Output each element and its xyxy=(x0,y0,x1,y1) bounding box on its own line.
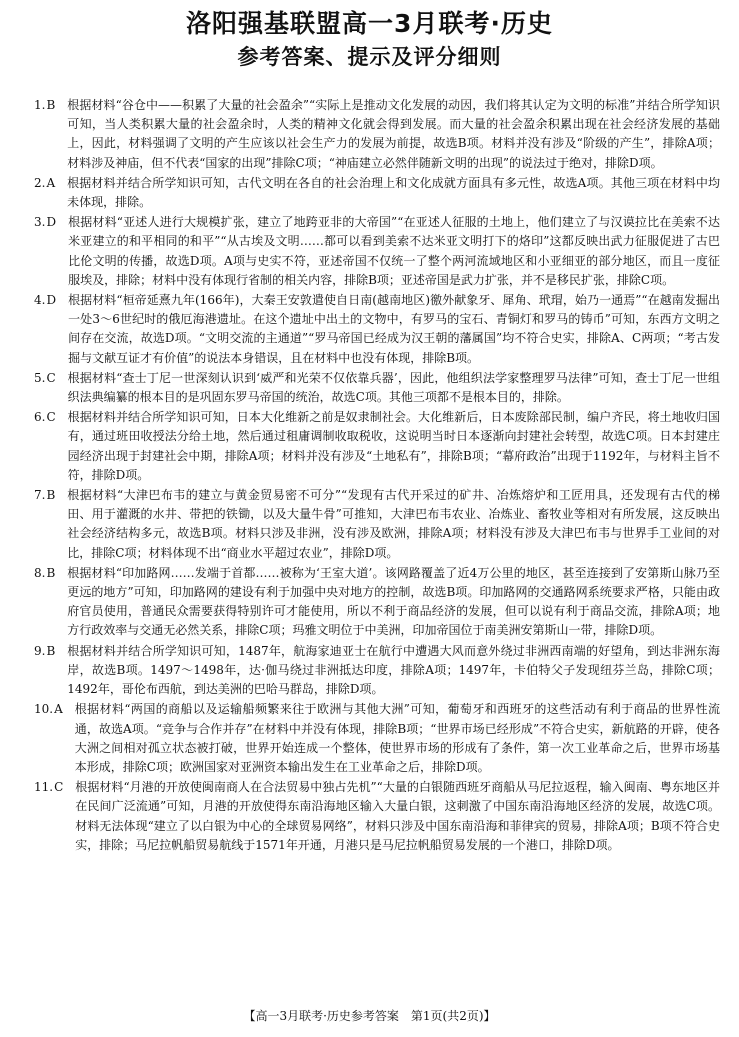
answer-letter: A xyxy=(46,175,56,190)
answer-item xyxy=(34,213,720,290)
answer-explanation: 根据材料并结合所学知识可知，日本大化维新之前是奴隶制社会。大化维新后，日本废除部民制，编户齐民，将土地收归国有，通过班田收授法分给土地，然后通过租庸调制收取税收，这说明当时日本逐渐向封建社会转型，故选C项。日本封建庄园经济出现于封建社会中期，排除A项；材料并没有涉及“土地私有”，排除B项；“幕府政治”出现于1192年，与材料主旨不符，排除D项。 xyxy=(67,410,720,482)
question-number: 6. xyxy=(34,410,46,425)
answer-letter: B xyxy=(46,565,56,580)
answer-letter: D xyxy=(46,293,57,308)
answer-explanation: 根据材料“查士丁尼一世深刻认识到‘威严和光荣不仅依靠兵器’，因此，他组织法学家整理罗马法律”可知，查士丁尼一世组织法典编纂的根本目的是巩固东罗马帝国的统治，故选C项。其他三项都不是根本目的，排除。 xyxy=(67,370,720,405)
answer-letter: B xyxy=(46,488,56,503)
answer-explanation: 根据材料“月港的开放使闽南商人在合法贸易中独占先机”“大量的白银随西班牙商船从马尼拉返程，输入闽南、粤东地区并在民间广泛流通”可知，月港的开放使得东南沿海地区输入大量白银，这刺激了中国东南沿海地区经济的发展，故选C项。材料无法体现“建立了以白银为中心的全球贸易网络”，材料只涉及中国东南沿海和菲律宾的贸易，排除A项；B项不符合史实，排除；马尼拉帆船贸易航线于1571年开通，月港只是马尼拉帆船贸易发展的一个港口，排除D项。 xyxy=(75,780,720,852)
answer-explanation: 根据材料“亚述人进行大规模扩张，建立了地跨亚非的大帝国”“在亚述人征服的土地上，他们建立了与汉谟拉比在美索不达米亚建立的和平相同的和平”“从古埃及文明……都可以看到美索不达米亚文明打下的烙印”这都反映出武力征服促进了古巴比伦文明的传播，故选D项。A项与史实不符，亚述帝国不仅统一了整个两河流域地区和小亚细亚的部分地区，而且一度征服埃及，排除；材料中没有体现行省制的相关内容，排除B项；亚述帝国是武力扩张，并不是移民扩张，排除C项。 xyxy=(68,215,720,287)
page-subtitle: 参考答案、提示及评分细则 xyxy=(237,45,502,69)
question-number: 5. xyxy=(34,370,46,385)
question-number: 11. xyxy=(34,780,54,795)
answer-explanation: 根据材料“谷仓中——积累了大量的社会盈余”“实际上是推动文化发展的动因，我们将其认定为文明的标准”并结合所学知识可知，当人类积累大量的社会盈余时，人类的精神文化就会得到发展。而大量的社会盈余积累出现在社会经济发展的基础上，因此，材料强调了文明的产生应该以社会生产力的发展为前提，故选B项。材料并没有涉及“阶级的产生”，排除A项；材料涉及神庙，但不代表“国家的出现”排除C项；“神庙建立必然伴随新文明的出现”的说法过于绝对，排除D项。 xyxy=(67,98,720,170)
answer-letter: A xyxy=(54,702,63,717)
answer-letter: C xyxy=(46,370,56,385)
answer-item xyxy=(34,564,720,641)
answer-item xyxy=(34,486,720,563)
answer-explanation: 根据材料“桓帝延熹九年(166年)，大秦王安敦遣使自日南(越南地区)徼外献象牙、犀角、玳瑁，始乃一通焉”“在越南发掘出一处3～6世纪时的俄厄海港遗址。在这个遗址中出土的文物中，有罗马的宝石、青铜灯和罗马的铸币”可知，东西方文明之间存在交流，故选D项。“文明交流的主通道”“罗马帝国已经成为汉王朝的藩属国”均不符合史实，排除A、C两项；“考古发掘与文献互证才有价值”的说法本身错误，且在材料中也没有体现，排除B项。 xyxy=(68,293,720,365)
answer-explanation: 根据材料并结合所学知识可知，古代文明在各自的社会治理上和文化成就方面具有多元性，故选A项。其他三项在材料中均未体现，排除。 xyxy=(67,175,720,210)
question-number: 3. xyxy=(34,215,46,230)
answer-item xyxy=(34,291,720,368)
answer-item xyxy=(34,778,720,855)
answer-letter: C xyxy=(46,410,56,425)
answer-item xyxy=(34,174,720,212)
answer-item xyxy=(34,408,720,485)
answer-item xyxy=(34,96,720,173)
answer-item xyxy=(34,700,720,777)
question-number: 4. xyxy=(34,293,46,308)
answer-item xyxy=(34,642,720,700)
answer-list xyxy=(34,96,720,856)
question-number: 2. xyxy=(34,175,46,190)
answer-item xyxy=(34,369,720,407)
answer-explanation: 根据材料并结合所学知识可知，1487年，航海家迪亚士在航行中遭遇大风而意外绕过非洲西南端的好望角，到达非洲东海岸，故选B项。1497～1498年，达·伽马绕过非洲抵达印度，排除A项；1497年，卡伯特父子发现纽芬兰岛，排除C项；1492年，哥伦布西航，到达美洲的巴哈马群岛，排除D项。 xyxy=(67,643,720,697)
page-title: 洛阳强基联盟高一3月联考·历史 xyxy=(186,9,553,38)
answer-explanation: 根据材料“印加路网……发端于首都……被称为‘王室大道’。该网路覆盖了近4万公里的地区，甚至连接到了安第斯山脉乃至更远的地方”可知，印加路网的建设有利于加强中央对地方的控制，故选B项。印加路网的交通路网系统要求严格，只能由政府官员使用，普通民众需要获得特别许可才能使用，所以不利于商品经济的发展，但可以说有利于商品交流，排除A项；地方行政效率与交通无必然关系，排除C项；玛雅文明位于中美洲，印加帝国位于南美洲安第斯山一带，排除D项。 xyxy=(67,565,720,638)
question-number: 7. xyxy=(34,488,46,503)
answer-letter: C xyxy=(54,780,64,795)
answer-explanation: 根据材料“两国的商船以及运输船频繁来往于欧洲与其他大洲”可知，葡萄牙和西班牙的这些活动有利于商品的世界性流通，故选A项。“竞争与合作并存”在材料中并没有体现，排除B项；“世界市场已经形成”不符合史实，新航路的开辟，使各大洲之间相对孤立状态被打破，世界开始连成一个整体，使世界市场的形成有了条件，第一次工业革命之后，世界市场基本形成，排除C项；欧洲国家对亚洲资本输出发生在工业革命之后，排除D项。 xyxy=(74,702,720,774)
page-footer: 【高一3月联考·历史参考答案 第1页(共2页)】 xyxy=(243,1009,496,1023)
question-number: 10. xyxy=(34,702,54,717)
answer-explanation: 根据材料“大津巴布韦的建立与黄金贸易密不可分”“发现有古代开采过的矿井、冶炼熔炉和工匠用具，还发现有古代的梯田、用于灌溉的水井、带把的铁锄，以及大量牛骨”可推知，大津巴布韦农业、冶炼业、畜牧业等相对有所发展，这反映出社会经济结构多元，故选B项。材料只涉及非洲，没有涉及欧洲，排除A项；材料没有涉及大津巴布韦与世界手工业间的对比，排除C项；材料体现不出“商业水平超过农业”，排除D项。 xyxy=(67,488,720,560)
answer-letter: B xyxy=(46,98,56,112)
answer-letter: B xyxy=(46,643,56,658)
question-number: 9. xyxy=(34,643,46,658)
question-number: 1. xyxy=(34,98,46,112)
answer-letter: D xyxy=(46,215,57,230)
question-number: 8. xyxy=(34,565,46,580)
